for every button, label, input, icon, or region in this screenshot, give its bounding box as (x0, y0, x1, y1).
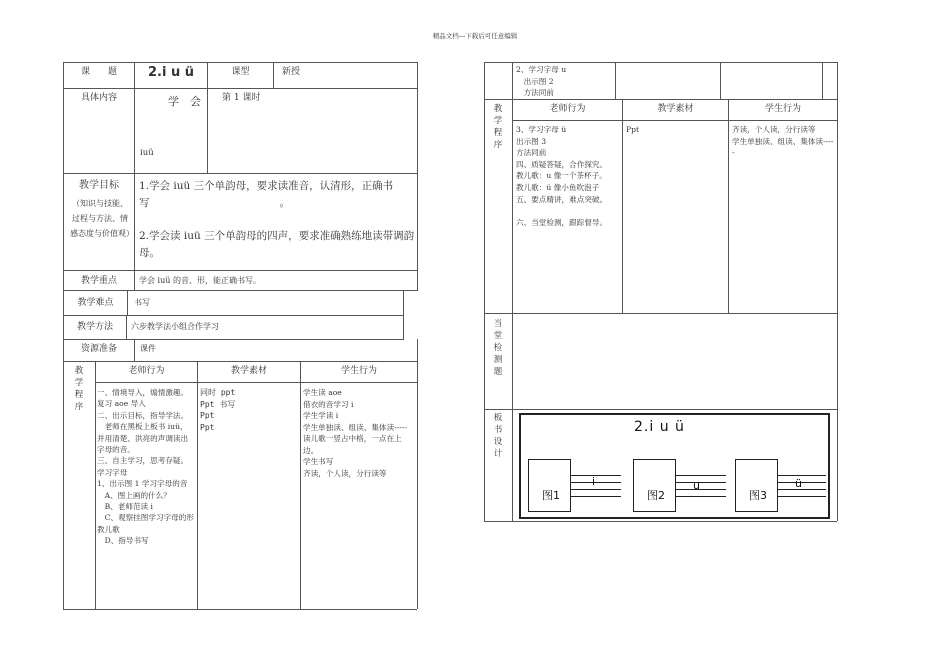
col-student-header: 学生行为 (340, 366, 377, 376)
key-point-value: 学会 iuü 的音、形，能正确书写。 (139, 276, 261, 285)
header-note: 精品文档---下载后可任意编辑 (432, 32, 518, 40)
teacher-actions-right: 3、学习字母 ü 出示图 3 方法同前 四、质疑答疑，合作探究。 教儿歌：u 像一个茶杯子。 教儿歌：ü 像小鱼吹泡子 五、要点精讲，难点突破。 六、当堂检测，跟踪督导。 (516, 125, 608, 227)
goal-1 (139, 178, 415, 212)
lesson-type-value: 新授 (282, 67, 301, 77)
method-value: 六步教学法小组合作学习 (131, 322, 219, 331)
board-title: 2.i u ü (634, 419, 685, 435)
board-picture-1 (528, 459, 571, 512)
col-materials-header-right: 教学素材 (657, 104, 694, 114)
board-side-label: 板书设计 (493, 413, 503, 459)
learn-text: 学 会 (168, 95, 201, 108)
content-letters: iuü (140, 148, 154, 158)
key-point-label: 教学重点 (80, 276, 117, 286)
goals-sublabel: （知识与技能、过程与方法、情感态度与价值观） (70, 199, 134, 238)
goal-1-text: 1.学会 iuü 三个单韵母，要求读准音，认清形，正确书写 (139, 180, 394, 209)
materials-list: 同时 ppt Ppt 书写 Ppt Ppt (200, 388, 236, 432)
materials-right: Ppt (626, 125, 640, 134)
board-picture-1-label: 图1 (542, 489, 560, 502)
difficulty-value: 书写 (134, 298, 150, 307)
board-picture-2-label: 图2 (647, 489, 665, 502)
topic-label: 课 题 (80, 67, 117, 77)
period-text: 第 1 课时 (222, 93, 261, 103)
col-student-header-right: 学生行为 (764, 104, 801, 114)
goals-label: 教学目标 (79, 180, 119, 191)
board-letter-i: i (592, 475, 596, 488)
col-teacher-header: 老师行为 (128, 366, 165, 376)
process-side-label-right: 教学程序 (493, 104, 503, 150)
student-actions-right: 齐读，个人读，分行读等 学生单独读、组读、集体读----- (732, 125, 834, 158)
board-design-figure (519, 413, 830, 519)
board-picture-3-label: 图3 (749, 489, 767, 502)
content-label: 具体内容 (80, 93, 117, 103)
difficulty-label: 教学难点 (77, 298, 114, 308)
continued-steps: 2、学习字母 u 出示图 2 方法同前 (516, 65, 567, 97)
method-label: 教学方法 (76, 322, 113, 332)
test-side-label: 当堂检测题 (493, 319, 503, 377)
col-materials-header: 教学素材 (230, 366, 267, 376)
lesson-title: 2.i u ü (147, 65, 194, 80)
board-letter-u: u (693, 479, 700, 492)
col-teacher-header-right: 老师行为 (549, 104, 586, 114)
lesson-type-label: 课型 (231, 67, 250, 77)
board-picture-2 (633, 459, 676, 512)
teacher-actions: 一、情境导入，煽情激趣。 复习 aoe 导入 二、出示目标，指导学法。 老师在黑板上板书 iuü，并用清楚、洪亮的声调读出字母的音。 三、自主学习，思考存疑。 学习字母 1、出示图 1 学习字母的音 A、图上画的什么？ B、老师范读 i C、观察挂图学习字母的形教儿歌 D、指导书写 (97, 388, 194, 546)
process-side-label: 教学程序 (74, 366, 84, 412)
board-letter-u-umlaut: ü (795, 477, 802, 490)
resources-label: 资源准备 (80, 344, 117, 354)
resources-value: 课件 (140, 344, 156, 353)
goal-2: 2.学会读 iuü 三个单韵母的四声，要求准确熟练地读带调韵母。 (139, 230, 415, 259)
student-actions: 学生读 aoe 借衣的音学习 i 学生学读 i 学生单独读、组读、集体读----- 读儿歌一竖占中格，一点在上边。 学生书写 齐读，个人读，分行读等 (303, 388, 407, 478)
goal-1-end: 。 (279, 197, 290, 209)
board-picture-3 (735, 459, 778, 512)
